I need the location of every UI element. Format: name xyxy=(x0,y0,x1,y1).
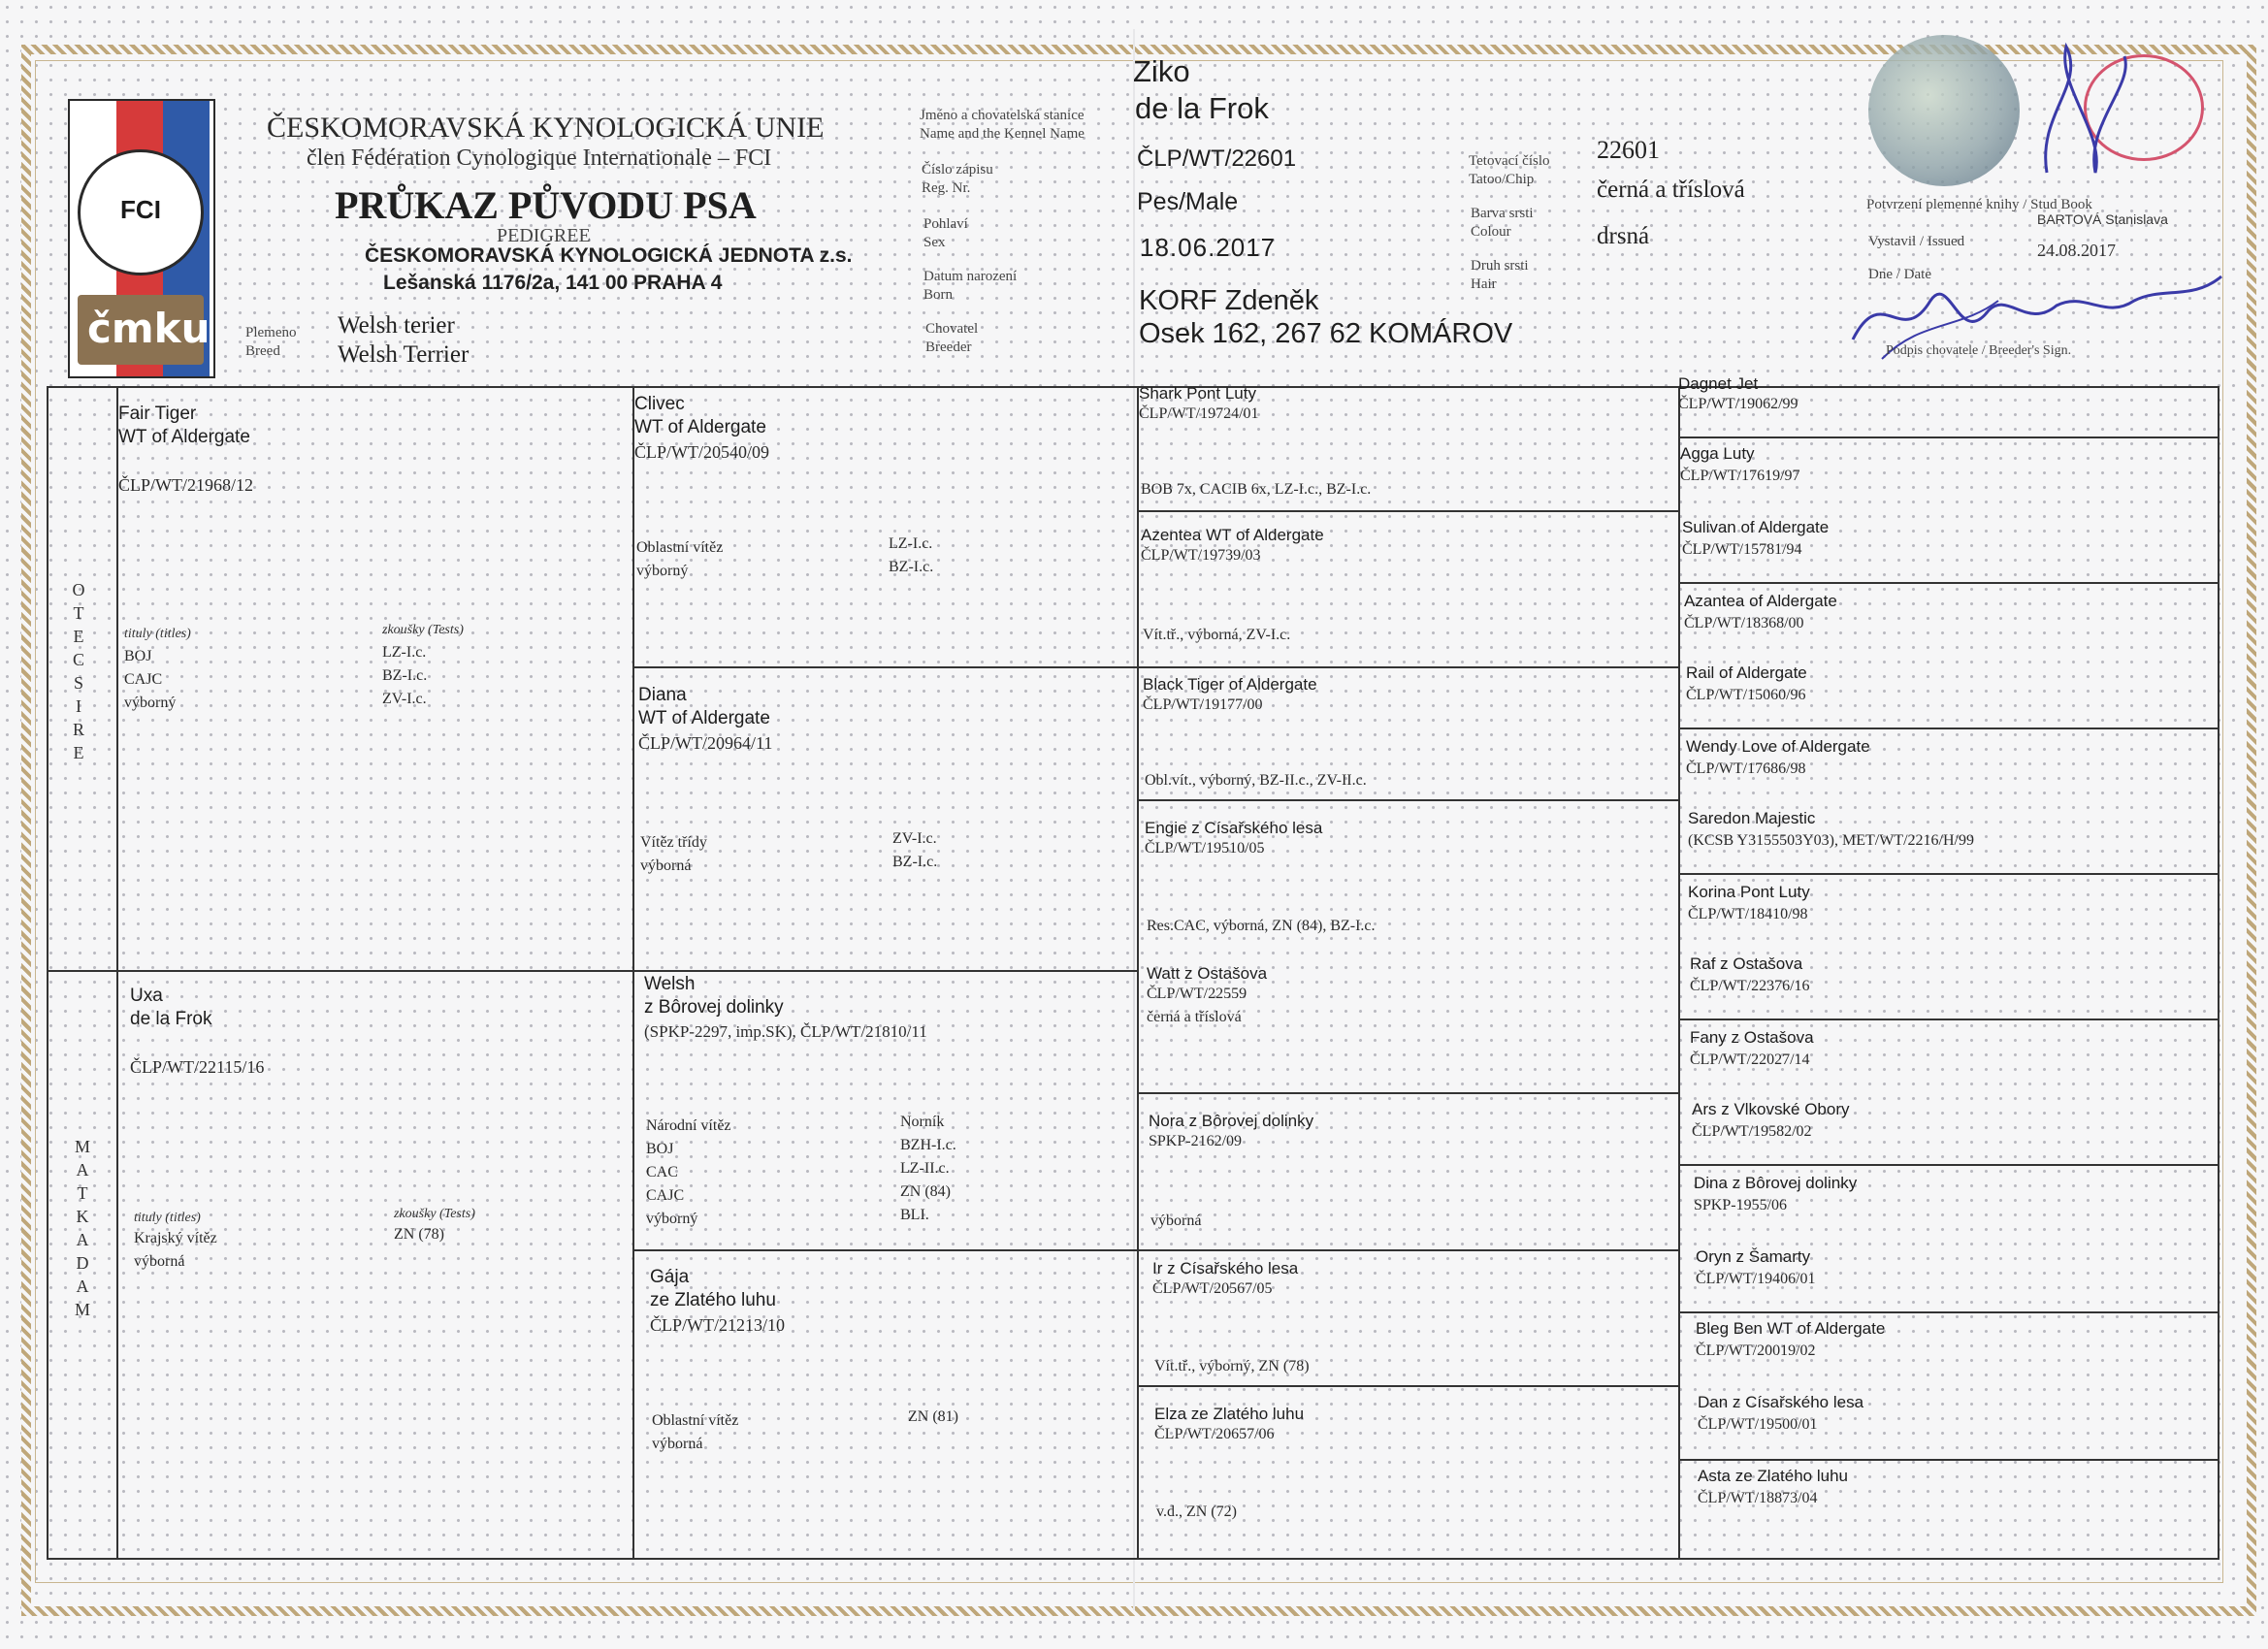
org-member: člen Fédération Cynologique Internationale – FCI xyxy=(307,146,772,171)
gen3-name: Elza ze Zlatého luhu xyxy=(1154,1405,1305,1423)
dam-name-line2: de la Frok xyxy=(130,1009,212,1029)
gen2-name: Welsh xyxy=(644,974,696,994)
breed-value-cs: Welsh terier xyxy=(338,312,455,339)
breeder-address: Osek 162, 267 62 KOMÁROV xyxy=(1139,318,1513,349)
fci-emblem: FCI xyxy=(78,149,204,275)
gen4-name: Ars z Vlkovské Obory xyxy=(1692,1100,1850,1118)
gen4-name: Sulivan of Aldergate xyxy=(1682,518,1830,536)
gen4-name: Dan z Císařského lesa xyxy=(1698,1393,1864,1411)
dog-name-line1: Ziko xyxy=(1133,54,1190,88)
dog-reg: ČLP/WT/22601 xyxy=(1137,146,1297,172)
gen4-name: Fany z Ostašova xyxy=(1690,1028,1814,1047)
gen2-name: Diana xyxy=(638,685,687,705)
gen2-name: Clivec xyxy=(634,394,685,414)
breed-value-en: Welsh Terrier xyxy=(338,341,470,368)
dam-side-label: M A T K A D A M xyxy=(74,1137,92,1319)
gen4-name: Rail of Aldergate xyxy=(1686,663,1807,682)
gen3-name: Engie z Císařského lesa xyxy=(1145,819,1323,837)
gen4-name: Dagnet Jet xyxy=(1678,374,1759,393)
gen3-name: Watt z Ostašova xyxy=(1147,964,1268,983)
dog-sex: Pes/Male xyxy=(1137,188,1239,215)
gen3-name: Ir z Císařského lesa xyxy=(1152,1259,1299,1277)
dam-name-line1: Uxa xyxy=(130,986,163,1006)
gen4-name: Azantea of Aldergate xyxy=(1684,592,1837,610)
gen4-name: Agga Luty xyxy=(1680,444,1755,463)
gen4-name: Bleg Ben WT of Aldergate xyxy=(1696,1319,1886,1338)
gen4-name: Asta ze Zlatého luhu xyxy=(1698,1467,1848,1485)
gen3-name: Black Tiger of Aldergate xyxy=(1143,675,1317,694)
gen3-name: Nora z Bôrovej dolinky xyxy=(1149,1112,1314,1130)
pedigree-grid: O T E C S I R E M A T K A D A M Fair Tiger WT of Aldergate ČLP/WT/21968/12 tituly (titles) zkoušky (Tests) BOJ CAJC výborný LZ-I.c. BZ-I.c. ZV-I.c. Uxa de la Frok ČLP/WT/22115/16 tituly (titles) zkoušky (Tests) Krajský vítěz výborná ZN (78) Clivec WT of Aldergate ČLP/WT/20540/09 Oblastní vítěz výborný LZ-I.c. BZ-I.c. Diana WT of Aldergate ČLP/WT/20964/11 Vítěz třídy výborná ZV-I.c. BZ-I.c. Welsh z Bôrovej dolinky (SPKP-2297, imp.SK), ČLP/WT/21810/11 Národní vítěz BOJ CAC CAJC výborný Norník BZH-I.c. LZ-II.c. ZN (84) BLI. Gája ze Zlatého luhu ČLP/WT/21213/10 Oblastní vítěz výborná ZN (81) Shark Pont Luty ČLP/WT/19724/01 BOB 7x, CACIB 6x, LZ-I.c., BZ-I.c. Azentea WT of Aldergate ČLP/WT/19739/03 Vít.tř., výborná, ZV-I.c. Black Tiger of Aldergate ČLP/WT/19177/00 Obl.vít., výborný, BZ-II.c., ZV-II.c. Engie z Císařského lesa ČLP/WT/19510/05 Res.CAC, výborná, ZN (84), BZ-I.c. Watt z Ostašova ČLP/WT/22559 černá a tříslová Nora z Bôrovej dolinky SPKP-2162/09 výborná Ir z Císařského lesa ČLP/WT/20567/05 Vít.tř., výborný, ZN (78) Elza ze Zlatého luhu ČLP/WT/20657/06 v.d., ZN (72) Dagnet Jet ČLP/WT/19062/99 Agga Luty ČLP/WT/17619/97 Sulivan of Aldergate ČLP/WT/15781/94 Azantea of Aldergate ČLP/WT/18368/00 Rail of Aldergate ČLP/WT/15060/96 Wendy Love of Aldergate ČLP/WT/17686/98 Saredon Majestic (KCSB Y3155503Y03), MET/WT/2216/H/99 Korina Pont Luty ČLP/WT/18410/98 Raf z Ostašova ČLP/WT/22376/16 Fany z Ostašova ČLP/WT/22027/14 Ars z Vlkovské Obory ČLP/WT/19582/02 Dina z Bôrovej dolinky SPKP-1955/06 Oryn z Šamarty ČLP/WT/19406/01 Bleg Ben WT of Aldergate ČLP/WT/20019/02 Dan z Císařského lesa ČLP/WT/19500/01 Asta ze Zlatého luhu ČLP/WT/18873/04 xyxy=(47,386,2219,1560)
breeder-name: KORF Zdeněk xyxy=(1139,285,1319,316)
gen4-name: Saredon Majestic xyxy=(1688,809,1816,827)
gen4-name: Dina z Bôrovej dolinky xyxy=(1694,1174,1858,1192)
issued-by: BARTOVÁ Stanislava xyxy=(2037,211,2168,227)
doc-subtitle: PEDIGREE xyxy=(497,225,591,246)
gen2-name: Gája xyxy=(650,1267,690,1287)
sire-name-line2: WT of Aldergate xyxy=(118,427,250,447)
doc-title: PRŮKAZ PŮVODU PSA xyxy=(335,183,757,227)
sire-name-line1: Fair Tiger xyxy=(118,404,197,424)
colour-value: černá a tříslová xyxy=(1597,177,1745,203)
sire-reg: ČLP/WT/21968/12 xyxy=(118,475,253,495)
club-name: ČESKOMORAVSKÁ KYNOLOGICKÁ JEDNOTA z.s. xyxy=(365,244,853,267)
dog-born: 18.06.2017 xyxy=(1140,233,1277,262)
tattoo-value: 22601 xyxy=(1597,136,1660,164)
club-address: Lešanská 1176/2a, 141 00 PRAHA 4 xyxy=(383,272,723,294)
gen4-name: Wendy Love of Aldergate xyxy=(1686,737,1870,756)
cmku-emblem: čmku xyxy=(78,295,204,365)
cmku-fci-logo xyxy=(68,99,215,378)
sire-side-label: O T E C S I R E xyxy=(72,580,87,762)
signature-scribble-top xyxy=(1979,27,2173,192)
issue-date: 24.08.2017 xyxy=(2037,241,2116,260)
gen3-name: Shark Pont Luty xyxy=(1139,384,1256,403)
gen4-name: Oryn z Šamarty xyxy=(1696,1247,1811,1266)
hair-value: drsná xyxy=(1597,223,1650,249)
dam-reg: ČLP/WT/22115/16 xyxy=(130,1057,265,1077)
gen4-name: Raf z Ostašova xyxy=(1690,954,1803,973)
gen4-name: Korina Pont Luty xyxy=(1688,883,1810,901)
gen3-name: Azentea WT of Aldergate xyxy=(1141,526,1324,544)
dog-name-line2: de la Frok xyxy=(1135,91,1269,125)
org-name: ČESKOMORAVSKÁ KYNOLOGICKÁ UNIE xyxy=(267,112,825,144)
